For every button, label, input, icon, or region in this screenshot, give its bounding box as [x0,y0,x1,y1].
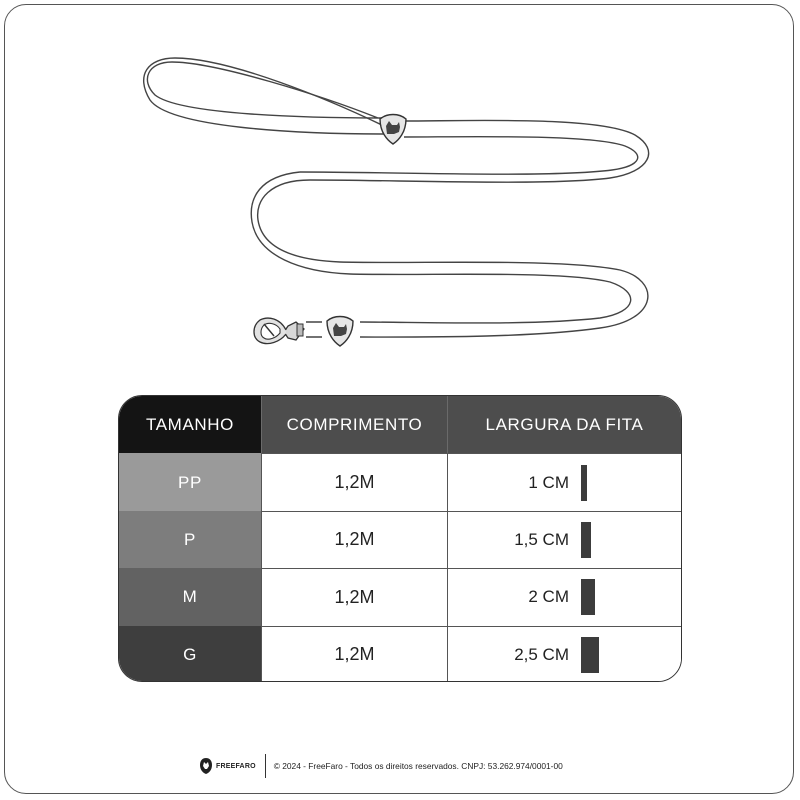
length-value: 1,2M [334,472,375,493]
footer-divider [265,754,266,778]
leash-illustration [0,0,800,390]
brand-logo [198,757,256,775]
strap-width-cell [447,511,681,568]
strap-width-cell [447,453,681,510]
strap-width-swatch [581,465,587,501]
table-header-row [119,396,681,453]
strap-width-swatch [581,637,599,673]
length-value: 1,2M [334,529,375,550]
strap-width-swatch [581,522,591,558]
strap-width-value: 2 CM [528,587,569,607]
table-row [119,626,681,682]
strap-width-swatch [581,579,595,615]
footer [198,752,563,780]
length-cell [261,568,447,625]
carabiner-icon [254,318,304,343]
size-cell: P [119,511,261,568]
table-row [119,511,681,568]
table-row [119,453,681,510]
strap-width-value: 1 CM [528,472,569,492]
dog-emblem-icon [380,115,406,145]
length-value: 1,2M [334,644,375,665]
length-cell [261,511,447,568]
dog-emblem-icon [327,317,353,347]
header-size: TAMANHO [119,396,261,453]
table-row [119,568,681,625]
brand-name: FREEFARO [216,762,256,770]
strap-width-cell [447,568,681,625]
strap-width-value: 1,5 CM [514,529,569,549]
size-table [118,395,682,682]
leash-strap-middle [258,180,648,337]
length-cell [261,453,447,510]
size-cell: PP [119,453,261,510]
lighthouse-dog-icon [198,757,214,775]
size-cell: M [119,568,261,625]
length-cell [261,626,447,682]
length-value: 1,2M [334,586,375,607]
strap-width-cell [447,626,681,682]
size-cell: G [119,626,261,682]
header-length: COMPRIMENTO [261,396,447,453]
strap-width-value: 2,5 CM [514,644,569,664]
copyright-text: © 2024 - FreeFaro - Todos os direitos reservados. CNPJ: 53.262.974/0001-00 [273,761,563,771]
header-strap-width: LARGURA DA FITA [447,396,681,453]
